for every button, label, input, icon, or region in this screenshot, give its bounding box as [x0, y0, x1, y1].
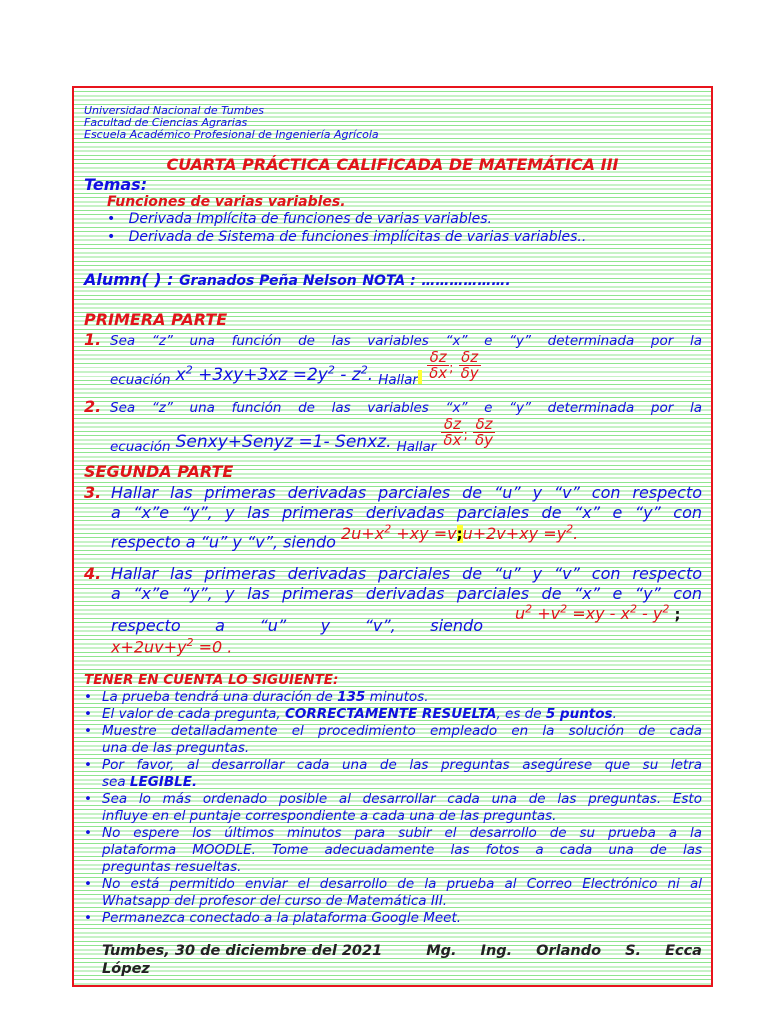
- bullet: •: [107, 211, 116, 227]
- place-date: Tumbes, 30 de diciembre del 2021: [102, 943, 383, 959]
- student-name: Granados Peña Nelson: [179, 273, 357, 289]
- student-line: [84, 270, 511, 289]
- temas-subtitle: Funciones de varias variables.: [107, 194, 346, 210]
- temas-item-text: Derivada Implícita de funciones de varias variables.: [128, 211, 492, 227]
- school-name: Escuela Académico Profesional de Ingeniería Agrícola: [84, 128, 379, 141]
- equation-3a: $2u+x^2 +xy =v$: [340, 523, 457, 544]
- part1-title: PRIMERA PARTE: [84, 310, 228, 329]
- word: y: [320, 616, 331, 635]
- question-line: Hallar las primeras derivadas parciales de “u” y “v” con respecto: [111, 564, 702, 583]
- partial-z-x: $\frac{\delta z}{\delta x}$: [429, 348, 448, 382]
- semicolon: ;: [674, 605, 681, 624]
- signature: Mg. Ing. Orlando S. Ecca: [426, 943, 702, 959]
- question-line: a “x”e “y”, y las primeras derivadas parciales de “x” e “y” con: [111, 503, 702, 522]
- exam-title: CUARTA PRÁCTICA CALIFICADA DE MATEMÁTICA III: [166, 155, 619, 174]
- question-number: 2.: [84, 397, 102, 416]
- partial-z-x: $\frac{\delta z}{\delta x}$: [443, 415, 462, 449]
- note-item: • Muestre detalladamente el procedimiento empleado en la solución de cada una de las preguntas.: [84, 723, 702, 756]
- part2-title: SEGUNDA PARTE: [84, 462, 234, 481]
- temas-item: [107, 211, 492, 227]
- question-line: a “x”e “y”, y las primeras derivadas parciales de “x” e “y” con: [111, 584, 702, 603]
- question-1-equation-line: $_{ecuación}$ $x^2 +3xy+3xz =2y^2 - z^2$. $_{Hallar}$ $\frac{\delta z}{\delta x}$ ; $\frac{\delta z}{\delta y}$: [110, 348, 479, 388]
- note-item: • La prueba tendrá una duración de 135 minutos.: [84, 689, 429, 705]
- nota-label: NOTA :: [362, 273, 416, 289]
- word: a: [215, 616, 225, 635]
- hallar-label: Hallar: [396, 439, 437, 455]
- ecuacion-label: ecuación: [110, 372, 171, 388]
- note-item: • No está permitido enviar el desarrollo de la prueba al Correo Electrónico ni al Whatsapp del profesor del curso de Matemática III.: [84, 876, 702, 909]
- question-number: 3.: [84, 483, 102, 502]
- word: respecto: [111, 616, 181, 635]
- temas-label: Temas:: [84, 175, 148, 194]
- question-2-equation-line: $_{ecuación}$ Senxy+Senyz =1- Senxz. $_{Hallar}$ $\frac{\delta z}{\delta x}$ ; $\frac{\delta z}{\delta y}$: [110, 415, 494, 455]
- question-number: 1.: [84, 330, 102, 349]
- equation-4b: $x+2uv+y^2 =0$ .: [111, 636, 233, 657]
- university-name: Universidad Nacional de Tumbes: [84, 104, 264, 117]
- temas-item: [107, 229, 586, 245]
- note-item: • Sea lo más ordenado posible al desarrollar cada una de las preguntas. Esto influye en el puntaje correspondiente a cada una de las preguntas.: [84, 791, 702, 824]
- word: “u”: [259, 616, 287, 635]
- question-4: [84, 564, 702, 603]
- note-item: • Por favor, al desarrollar cada una de las preguntas asegúrese que su letra sea LEGIBLE.: [84, 757, 702, 790]
- faculty-name: Facultad de Ciencias Agrarias: [84, 116, 248, 129]
- question-1: [84, 330, 702, 349]
- nota-value: ……………….: [421, 273, 511, 289]
- highlight-semicolon: ;: [456, 525, 463, 544]
- question-4-line3: [111, 616, 483, 635]
- exam-sheet: [72, 86, 713, 987]
- bullet: •: [107, 229, 116, 245]
- question-2: [84, 397, 702, 416]
- question-number: 4.: [84, 564, 102, 583]
- note-item: • Permanezca conectado a la plataforma Google Meet.: [84, 910, 462, 926]
- equation-4a: $u^2 +v^2 =xy - x^2 - y^2$ ;: [515, 603, 681, 624]
- equation-3b: $u+2v+xy =y^2$.: [462, 523, 579, 544]
- signature-line2: López: [102, 961, 150, 977]
- equation-2: Senxy+Senyz =1- Senxz.: [175, 432, 392, 452]
- notes-list: [84, 689, 702, 927]
- note-item: • No espere los últimos minutos para subir el desarrollo de su prueba a la plataforma MOODLE. Tome adecuadamente las fotos a cada una de las preguntas resueltas.: [84, 825, 702, 875]
- temas-item-text: Derivada de Sistema de funciones implícitas de varias variables..: [128, 229, 587, 245]
- question-text: Sea “z” una función de las variables “x” e “y” determinada por la: [110, 400, 702, 416]
- question-text: Sea “z” una función de las variables “x” e “y” determinada por la: [110, 333, 702, 349]
- equation-1: $x^2 +3xy+3xz =2y^2 - z^2$.: [175, 363, 374, 385]
- partial-z-y: $\frac{\delta z}{\delta y}$: [460, 348, 479, 382]
- student-label: Alumn( ) :: [84, 270, 174, 289]
- footer-line: [102, 943, 702, 959]
- question-3-equation-line: [111, 523, 578, 551]
- word: “v”,: [364, 616, 396, 635]
- question-line: respecto a “u” y “v”, siendo: [111, 532, 336, 552]
- partial-z-y: $\frac{\delta z}{\delta y}$: [474, 415, 494, 449]
- hallar-label: Hallar: [378, 372, 418, 388]
- question-line: Hallar las primeras derivadas parciales de “u” y “v” con respecto: [111, 483, 702, 502]
- question-3: [84, 483, 702, 522]
- ecuacion-label: ecuación: [110, 439, 171, 455]
- note-item: • El valor de cada pregunta, CORRECTAMENTE RESUELTA, es de 5 puntos.: [84, 706, 617, 722]
- notes-title: TENER EN CUENTA LO SIGUIENTE:: [84, 672, 339, 688]
- highlight-mark: [418, 370, 422, 384]
- word: siendo: [430, 616, 483, 635]
